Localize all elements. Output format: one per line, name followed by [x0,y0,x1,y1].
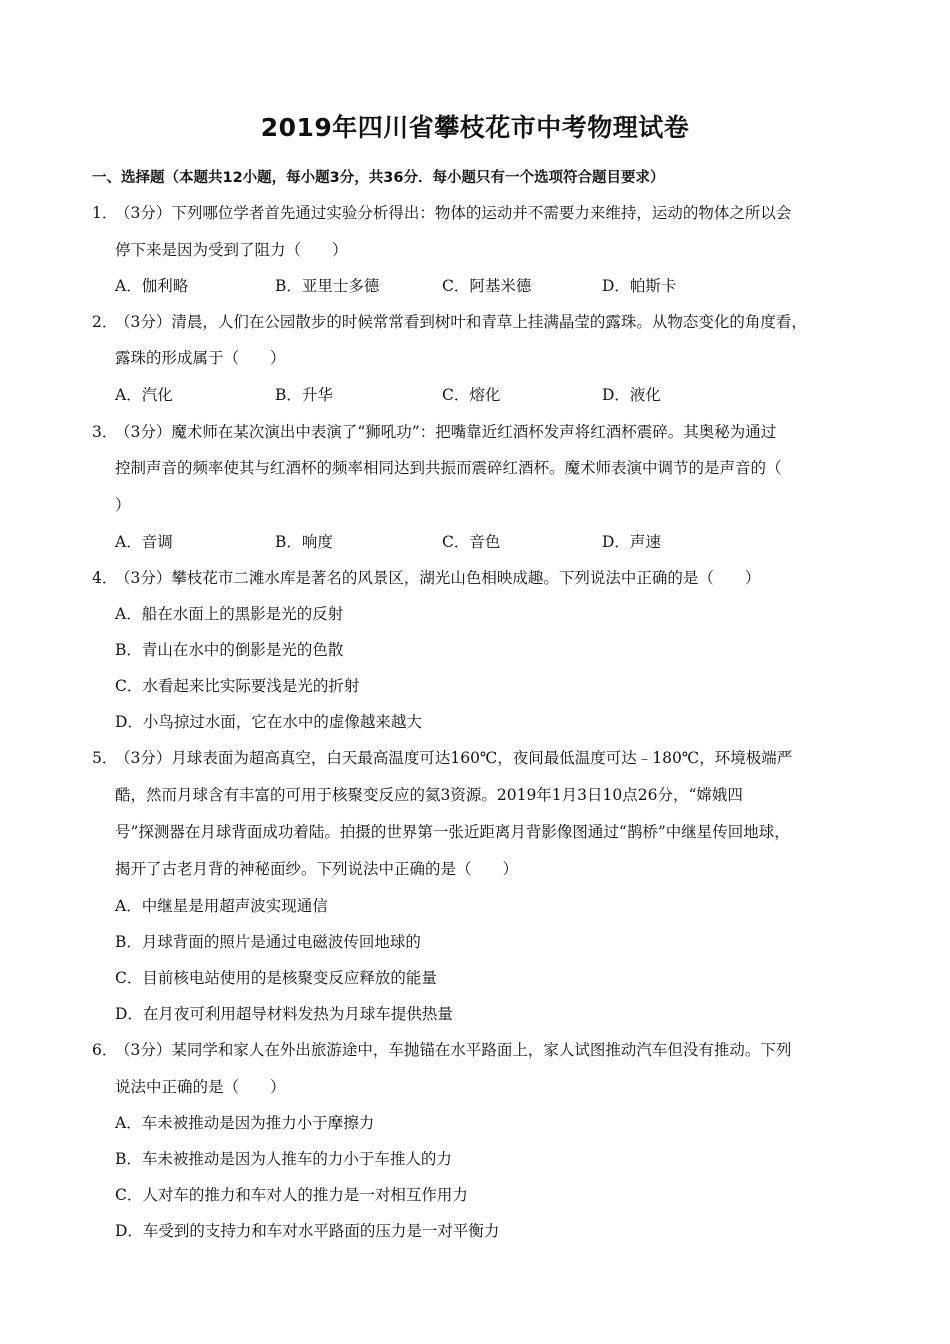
question-text: 露珠的形成属于（ ） [115,349,286,367]
question-number: 5． [92,749,118,767]
option-a: A．音调 [115,533,173,551]
option-b: B．升华 [275,386,333,404]
option-a: A．汽化 [115,386,173,404]
question-number: 4． [92,569,118,587]
question-number: 1． [92,204,118,222]
question-text: 揭开了古老月背的神秘面纱。下列说法中正确的是（ ） [115,860,519,878]
option-c: C．人对车的推力和车对人的推力是一对相互作用力 [115,1186,468,1204]
option-c: C．水看起来比实际要浅是光的折射 [115,677,360,695]
question-text: 停下来是因为受到了阻力（ ） [115,241,348,259]
question-text: 酷，然而月球含有丰富的可用于核聚变反应的氦3资源。2019年1月3日10点26分，“嫦娥四 [115,786,743,804]
question-text: （3分）下列哪位学者首先通过实验分析得出：物体的运动并不需要力来维持，运动的物体之所以会 [115,204,792,222]
question-number: 2． [92,313,118,331]
section-heading: 一、选择题（本题共12小题，每小题3分，共36分．每小题只有一个选项符合题目要求） [92,170,665,186]
option-c: C．目前核电站使用的是核聚变反应释放的能量 [115,969,437,987]
exam-title: 2019年四川省攀枝花市中考物理试卷 [260,113,690,142]
question-text: ） [115,496,131,514]
question-text: 控制声音的频率使其与红酒杯的频率相同达到共振而震碎红酒杯。魔术师表演中调节的是声音的（ [115,459,782,477]
question-text: （3分）月球表面为超高真空，白天最高温度可达160℃，夜间最低温度可达﹣180℃，环境极端严 [115,749,793,767]
question-text: 号”探测器在月球背面成功着陆。拍摄的世界第一张近距离月背影像图通过“鹊桥”中继星传回地球， [115,823,790,841]
option-d: D．车受到的支持力和车对水平路面的压力是一对平衡力 [115,1222,500,1240]
question-text: （3分）清晨，人们在公园散步的时候常常看到树叶和青草上挂满晶莹的露珠。从物态变化的角度看， [115,313,807,331]
option-d: D．声速 [602,533,661,551]
option-a: A．船在水面上的黑影是光的反射 [115,605,344,623]
question-number: 6． [92,1041,118,1059]
option-b: B．响度 [275,533,333,551]
option-b: B．车未被推动是因为人推车的力小于车推人的力 [115,1150,452,1168]
option-d: D．液化 [602,386,661,404]
option-d: D．小鸟掠过水面，它在水中的虚像越来越大 [115,713,422,731]
option-a: A．伽利略 [115,277,189,295]
option-c: C．熔化 [442,386,501,404]
option-c: C．音色 [442,533,501,551]
option-d: D．在月夜可利用超导材料发热为月球车提供热量 [115,1005,453,1023]
option-b: B．青山在水中的倒影是光的色散 [115,641,344,659]
option-a: A．车未被推动是因为推力小于摩擦力 [115,1114,375,1132]
option-c: C．阿基米德 [442,277,532,295]
question-number: 3． [92,423,118,441]
question-text: （3分）魔术师在某次演出中表演了“狮吼功”：把嘴靠近红酒杯发声将红酒杯震碎。其奥秘为通过 [115,423,777,441]
question-text: 说法中正确的是（ ） [115,1078,286,1096]
question-text: （3分）攀枝花市二滩水库是著名的风景区，湖光山色相映成趣。下列说法中正确的是（ ） [115,569,761,587]
option-b: B．亚里士多德 [275,277,380,295]
option-a: A．中继星是用超声波实现通信 [115,897,328,915]
option-b: B．月球背面的照片是通过电磁波传回地球的 [115,933,421,951]
option-d: D．帕斯卡 [602,277,677,295]
question-text: （3分）某同学和家人在外出旅游途中，车抛锚在水平路面上，家人试图推动汽车但没有推动。下列 [115,1041,792,1059]
